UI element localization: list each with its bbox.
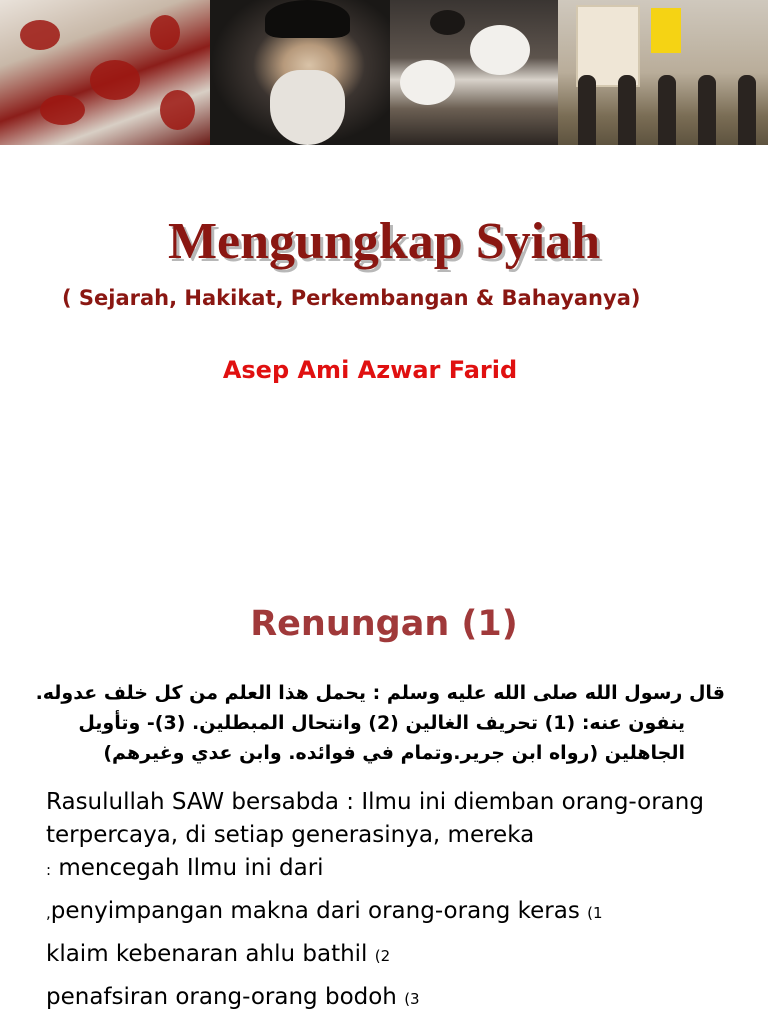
point-1: ,penyimpangan makna dari orang-orang keras (1	[46, 898, 603, 924]
author-name: Asep Ami Azwar Farid	[222, 356, 518, 384]
point-3: penafsiran orang-orang bodoh (3	[46, 984, 420, 1010]
header-photo-banner	[0, 0, 768, 145]
section-title: Renungan (1)	[250, 604, 518, 644]
arabic-line: ينفون عنه: (1) تحريف الغالين (2) وانتحال المبطلين. (3)- وتأويل	[78, 712, 685, 734]
slide-subtitle: ( Sejarah, Hakikat, Perkembangan & Bahayanya)	[62, 286, 641, 310]
banner-photo-crowd	[0, 0, 210, 145]
banner-photo-parade	[558, 0, 768, 145]
hadith-translation	[46, 786, 736, 1016]
arabic-hadith	[35, 678, 725, 768]
translation-intro: Rasulullah SAW bersabda : Ilmu ini diemban orang-orang terpercaya, di setiap generasinya, mereka : mencegah Ilmu ini dari	[46, 789, 704, 881]
arabic-line: قال رسول الله صلى الله عليه وسلم : يحمل هذا العلم من كل خلف عدوله.	[35, 682, 725, 704]
arabic-line: الجاهلين (رواه ابن جرير.وتمام في فوائده. وابن عدي وغيرهم)	[103, 742, 685, 764]
point-2: klaim kebenaran ahlu bathil (2	[46, 941, 391, 967]
banner-photo-gathering	[390, 0, 558, 145]
banner-photo-portrait	[210, 0, 390, 145]
slide-title: Mengungkap Syiah	[167, 213, 601, 270]
